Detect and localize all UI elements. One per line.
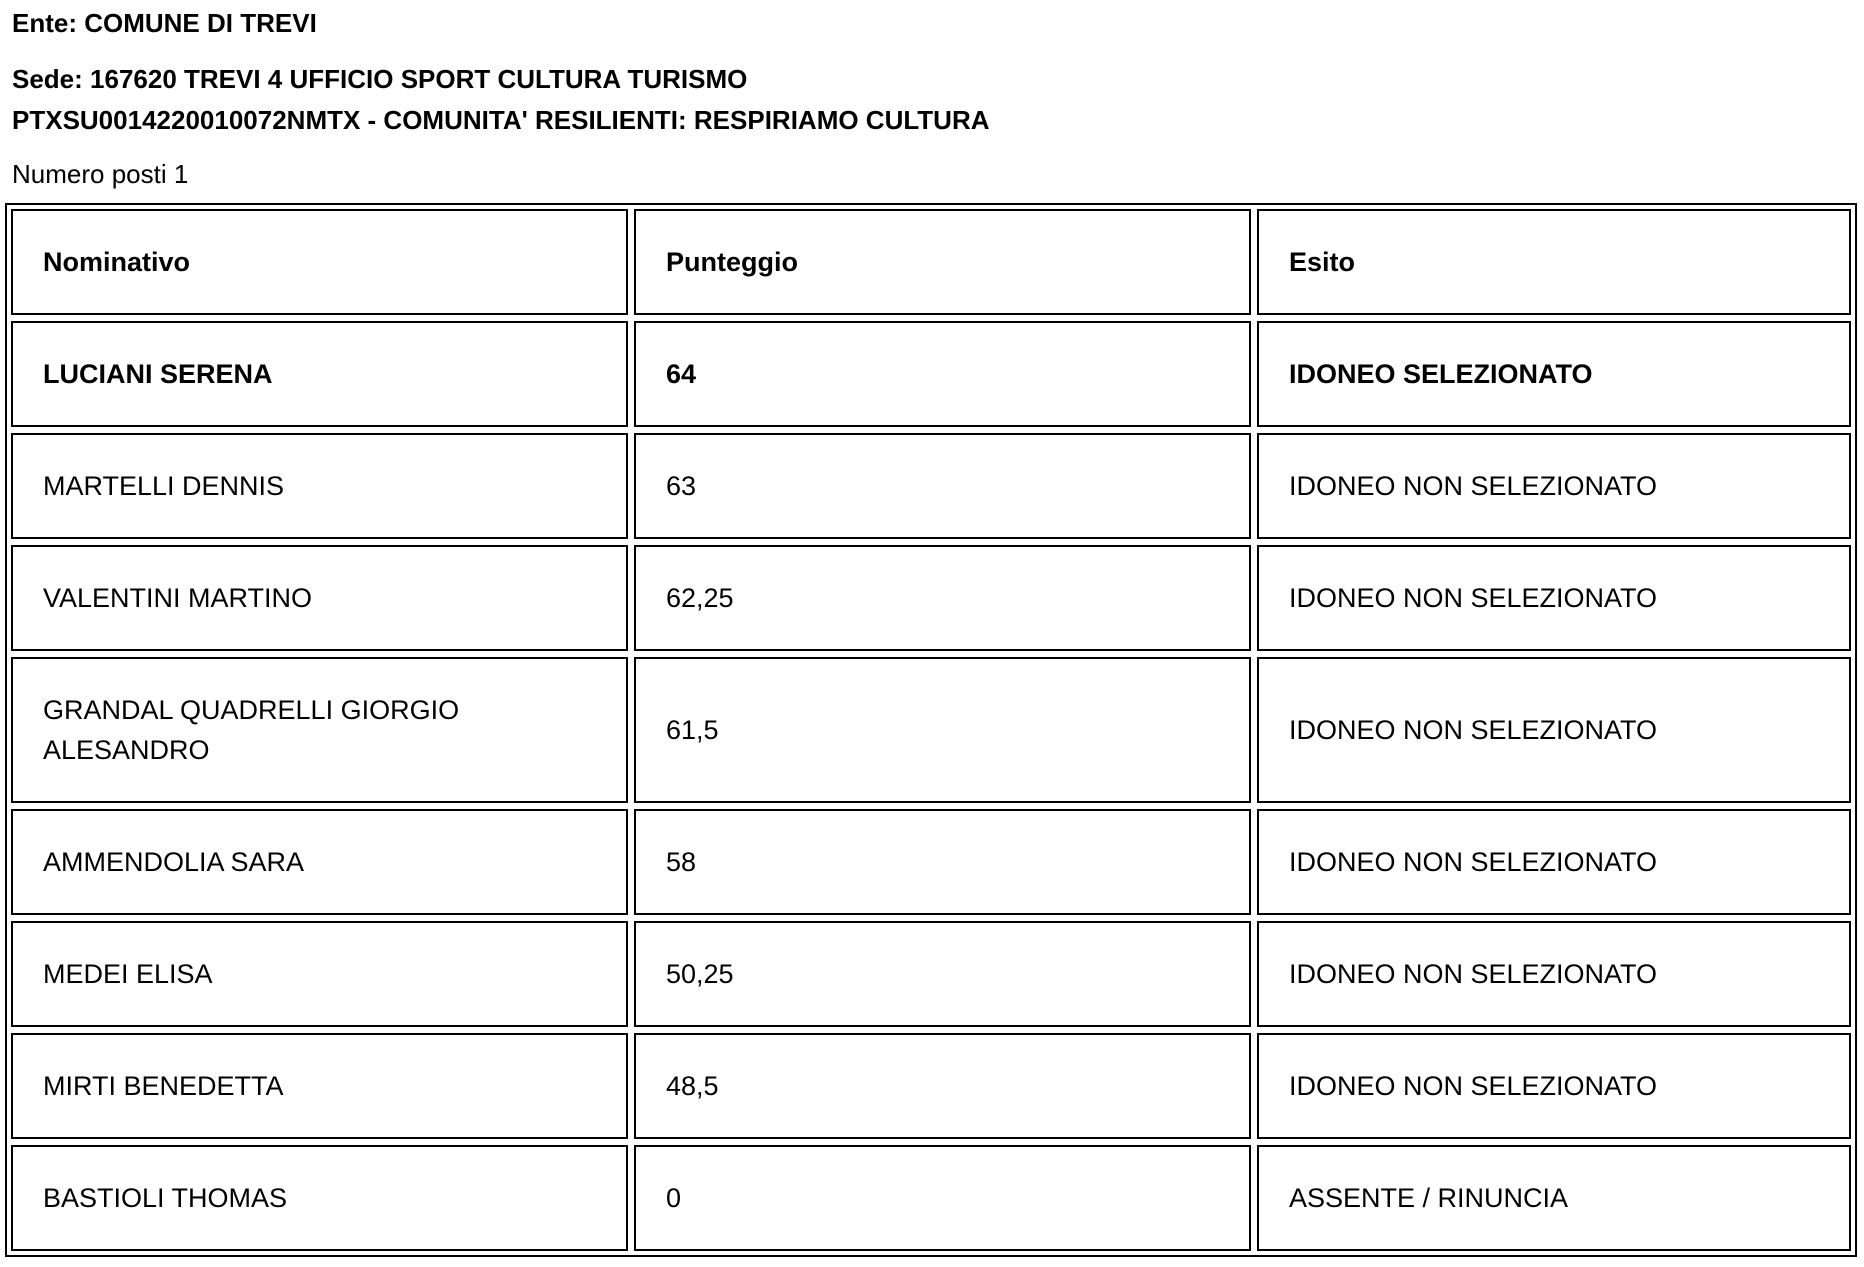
table-row (11, 545, 1851, 651)
results-table (5, 203, 1857, 1257)
cell-punteggio: 48,5 (634, 1033, 1251, 1139)
posts-count: Numero posti 1 (12, 159, 189, 189)
cell-esito: IDONEO NON SELEZIONATO (1257, 433, 1851, 539)
cell-nominativo: VALENTINI MARTINO (11, 545, 628, 651)
table-row (11, 809, 1851, 915)
cell-esito: IDONEO NON SELEZIONATO (1257, 1033, 1851, 1139)
cell-nominativo: MARTELLI DENNIS (11, 433, 628, 539)
cell-nominativo: BASTIOLI THOMAS (11, 1145, 628, 1251)
cell-nominativo: LUCIANI SERENA (11, 321, 628, 427)
ente-heading: Ente: COMUNE DI TREVI (12, 8, 317, 38)
table-row (11, 1145, 1851, 1251)
cell-punteggio: 62,25 (634, 545, 1251, 651)
table-row (11, 1033, 1851, 1139)
sede-heading: Sede: 167620 TREVI 4 UFFICIO SPORT CULTURA TURISMO (12, 64, 748, 94)
cell-esito: IDONEO NON SELEZIONATO (1257, 657, 1851, 803)
table-row (11, 433, 1851, 539)
header-esito: Esito (1257, 209, 1851, 315)
project-heading: PTXSU0014220010072NMTX - COMUNITA' RESILIENTI: RESPIRIAMO CULTURA (12, 105, 990, 135)
cell-esito: IDONEO NON SELEZIONATO (1257, 809, 1851, 915)
cell-punteggio: 63 (634, 433, 1251, 539)
cell-esito: IDONEO NON SELEZIONATO (1257, 921, 1851, 1027)
table-row (11, 657, 1851, 803)
table-row (11, 921, 1851, 1027)
cell-punteggio: 0 (634, 1145, 1251, 1251)
cell-punteggio: 50,25 (634, 921, 1251, 1027)
cell-esito: IDONEO NON SELEZIONATO (1257, 545, 1851, 651)
cell-nominativo: MIRTI BENEDETTA (11, 1033, 628, 1139)
results-table-frame (5, 203, 1857, 1257)
cell-punteggio: 58 (634, 809, 1251, 915)
header-nominativo: Nominativo (11, 209, 628, 315)
cell-nominativo: GRANDAL QUADRELLI GIORGIO ALESANDRO (11, 657, 628, 803)
cell-esito: IDONEO SELEZIONATO (1257, 321, 1851, 427)
cell-punteggio: 61,5 (634, 657, 1251, 803)
cell-nominativo: AMMENDOLIA SARA (11, 809, 628, 915)
cell-punteggio: 64 (634, 321, 1251, 427)
cell-nominativo: MEDEI ELISA (11, 921, 628, 1027)
cell-esito: ASSENTE / RINUNCIA (1257, 1145, 1851, 1251)
table-row (11, 321, 1851, 427)
header-punteggio: Punteggio (634, 209, 1251, 315)
table-header-row (11, 209, 1851, 315)
